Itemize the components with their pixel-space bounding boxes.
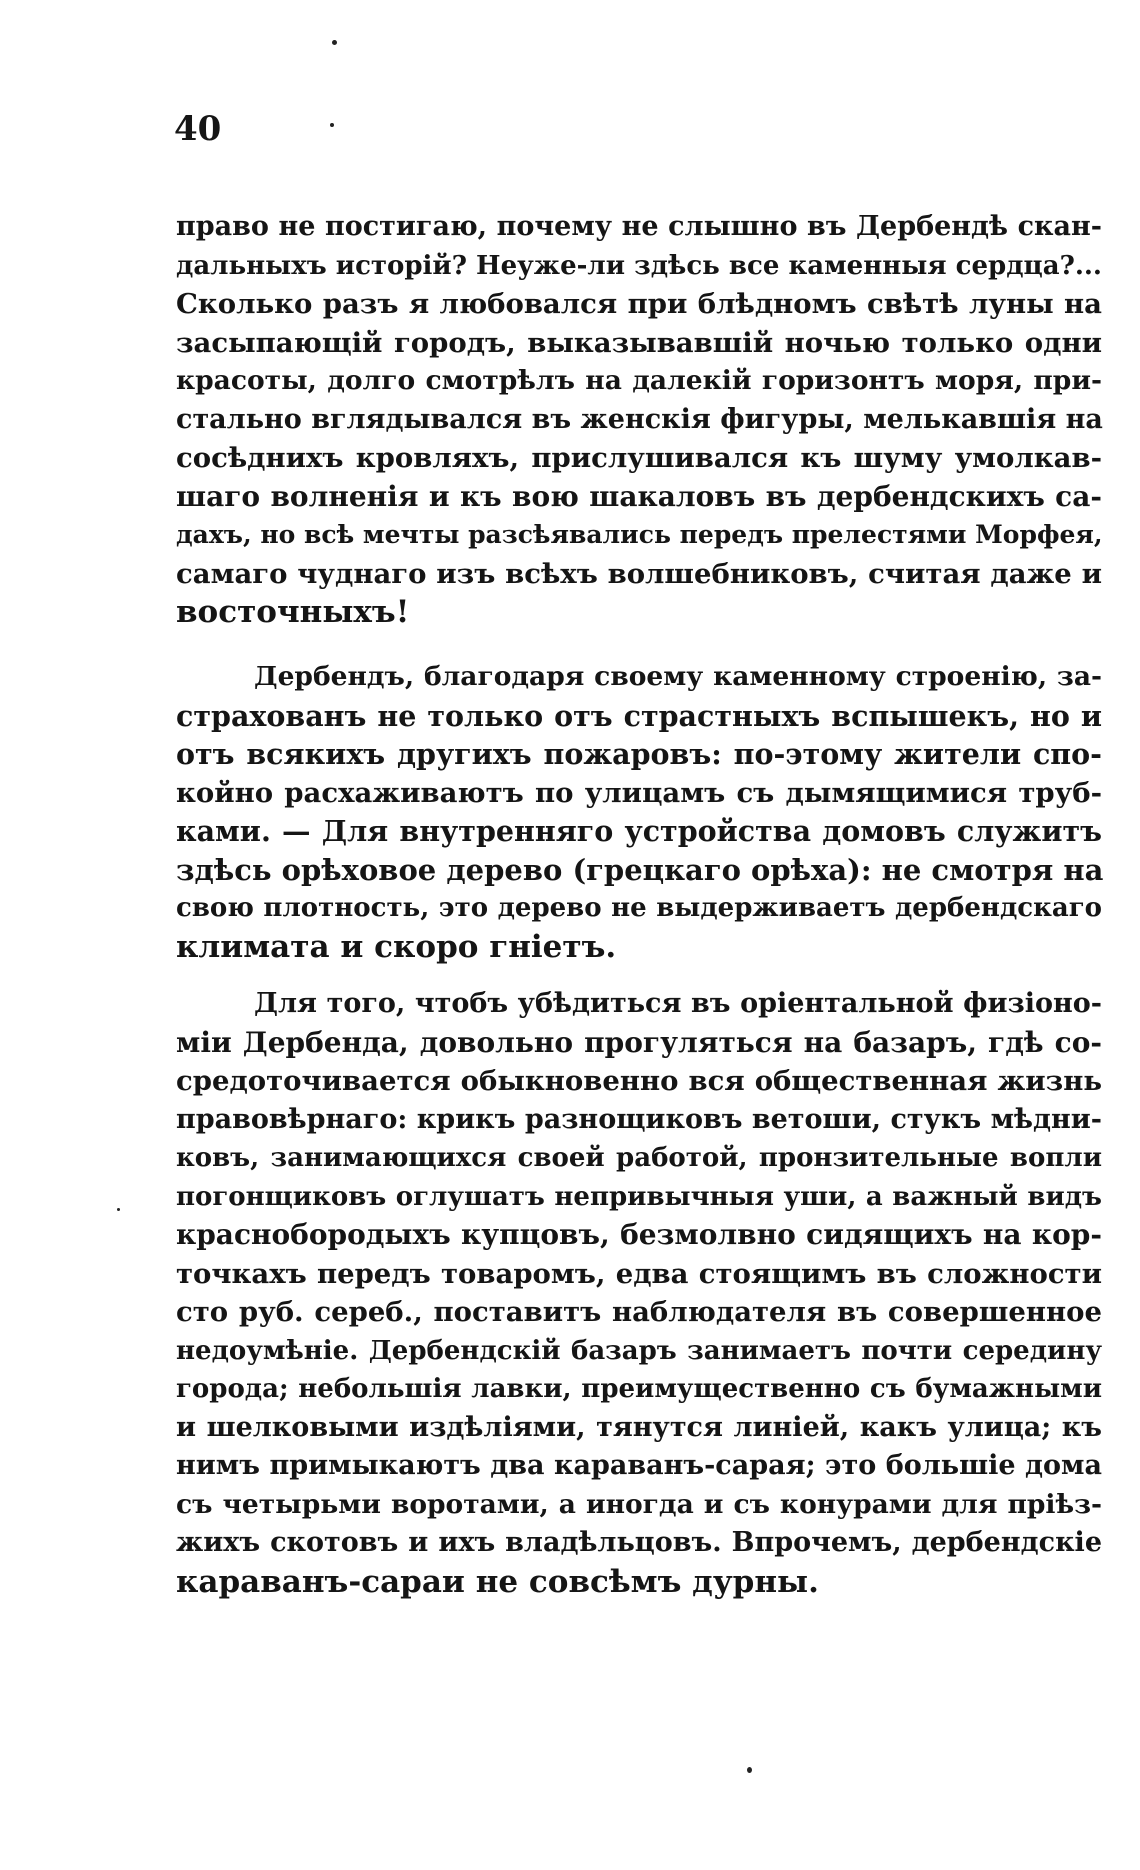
text-line: дахъ, но всѣ мечты разсѣявались передъ прелестями Морфея, bbox=[176, 520, 1103, 549]
text-line: ками. — Для внутренняго устройства домовъ служитъ bbox=[176, 814, 1102, 848]
text-line: жихъ скотовъ и ихъ владѣльцовъ. Впрочемъ, дербендскіе bbox=[176, 1527, 1102, 1558]
text-line: города; небольшія лавки, преимущественно съ бумажными bbox=[176, 1374, 1102, 1404]
text-line: климата и скоро гніетъ. bbox=[176, 928, 617, 965]
scan-speck bbox=[330, 123, 334, 127]
text-line: точкахъ передъ товаромъ, едва стоящимъ въ сложности bbox=[176, 1257, 1102, 1290]
text-line: засыпающій городъ, выказывавшій ночью только одни bbox=[176, 326, 1102, 359]
text-line: краснобородыхъ купцовъ, безмолвно сидящихъ на кор- bbox=[176, 1218, 1102, 1251]
text-line: койно расхаживаютъ по улицамъ съ дымящимися труб- bbox=[176, 776, 1102, 809]
text-line: Дербендъ, благодаря своему каменному строенію, за- bbox=[254, 661, 1102, 692]
text-line: здѣсь орѣховое дерево (грецкаго орѣха): не смотря на bbox=[176, 852, 1104, 887]
text-line: міи Дербенда, довольно прогуляться на базаръ, гдѣ со- bbox=[176, 1025, 1102, 1059]
scan-speck bbox=[332, 40, 337, 45]
text-line: восточныхъ! bbox=[176, 594, 410, 630]
text-line: съ четырьми воротами, а иногда и съ конурами для пріѣз- bbox=[176, 1488, 1102, 1520]
scan-speck bbox=[117, 1208, 120, 1211]
text-line: ковъ, занимающихся своей работой, пронзительные вопли bbox=[176, 1143, 1102, 1173]
text-line: страхованъ не только отъ страстныхъ вспышекъ, но и bbox=[176, 698, 1102, 733]
text-line: стально вглядывался въ женскія фигуры, мелькавшія на bbox=[176, 403, 1103, 435]
text-line: красоты, долго смотрѣлъ на далекій горизонтъ моря, при- bbox=[176, 365, 1102, 396]
text-line: нимъ примыкаютъ два караванъ-сарая; это большіе дома bbox=[176, 1450, 1102, 1481]
text-line: недоумѣніе. Дербендскій базаръ занимаетъ почти середину bbox=[176, 1335, 1102, 1366]
scan-speck bbox=[747, 1767, 752, 1773]
text-line: погонщиковъ оглушатъ непривычныя уши, а важный видъ bbox=[176, 1181, 1102, 1212]
text-line: Для того, чтобъ убѣдиться въ оріентальной физіоно- bbox=[254, 988, 1102, 1019]
text-line: правовѣрнаго: крикъ разнощиковъ ветоши, стукъ мѣдни- bbox=[176, 1103, 1102, 1135]
text-line: сто руб. сереб., поставитъ наблюдателя въ совершенное bbox=[176, 1296, 1102, 1328]
text-line: самаго чуднаго изъ всѣхъ волшебниковъ, считая даже и bbox=[176, 557, 1102, 590]
paragraph-2 bbox=[176, 658, 1102, 966]
text-line: средоточивается обыкновенно вся общественная жизнь bbox=[176, 1065, 1102, 1097]
text-line: сосѣднихъ кровляхъ, прислушивался къ шуму умолкав- bbox=[176, 442, 1102, 474]
text-line: караванъ-сараи не совсѣмъ дурны. bbox=[176, 1563, 819, 1600]
paragraph-3 bbox=[176, 985, 1102, 1601]
text-line: свою плотность, это дерево не выдерживаетъ дербендскаго bbox=[176, 893, 1102, 923]
text-line: отъ всякихъ другихъ пожаровъ: по-этому жители спо- bbox=[176, 737, 1102, 771]
text-line: дальныхъ исторій? Неуже-ли здѣсь все каменныя сердца?... bbox=[176, 250, 1102, 281]
text-line: Сколько разъ я любовался при блѣдномъ свѣтѣ луны на bbox=[176, 288, 1102, 320]
text-line: шаго волненія и къ вою шакаловъ въ дербендскихъ са- bbox=[176, 479, 1102, 513]
text-line: право не постигаю, почему не слышно въ Дербендѣ скан- bbox=[176, 211, 1102, 242]
page-number: 40 bbox=[174, 109, 222, 149]
paragraph-1 bbox=[176, 208, 1102, 632]
text-line: и шелковыми издѣліями, тянутся линіей, какъ улица; къ bbox=[176, 1411, 1102, 1443]
